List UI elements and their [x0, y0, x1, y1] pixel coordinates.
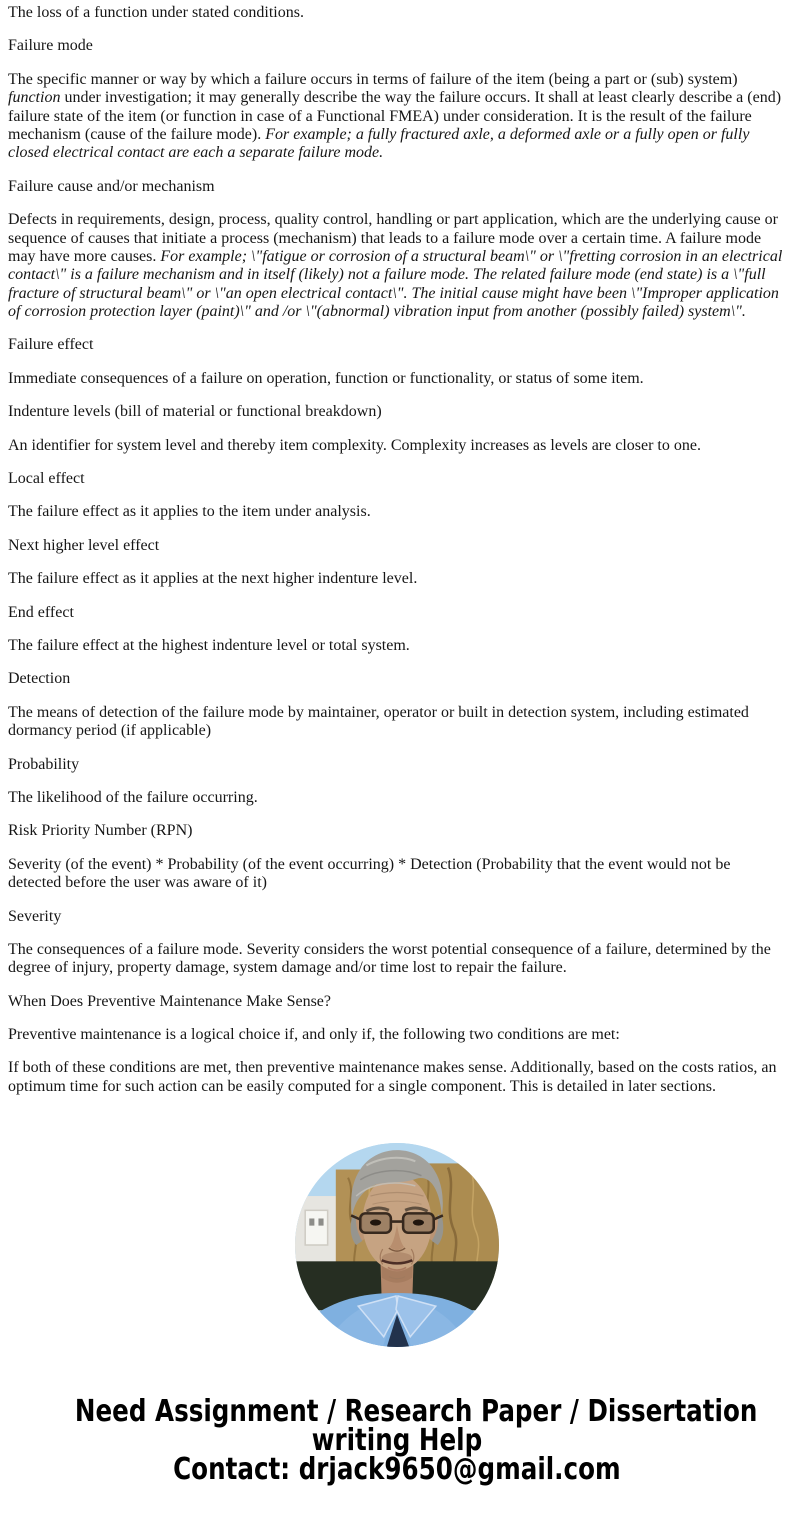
doc-paragraph: The failure effect at the highest indenture level or total system.: [8, 636, 410, 654]
portrait-illustration: [295, 1143, 499, 1347]
doc-heading-preventive-maintenance: When Does Preventive Maintenance Make Sense?: [8, 992, 331, 1010]
doc-paragraph: Preventive maintenance is a logical choice if, and only if, the following two conditions are met:: [8, 1026, 620, 1044]
profile-photo-container: [0, 1143, 794, 1347]
doc-term-detection: Detection: [8, 670, 71, 688]
text-segment: under investigation; it may generally describe the way the failure occurs. It shall at least clearly describe a (end) failure state of the item (or function in case of a Functional FMEA) under consideration. It is the result of the failure mechanism (cause of the failure mode).: [8, 89, 782, 143]
footer-line-2: [0, 1423, 794, 1459]
doc-paragraph: The failure effect as it applies at the next higher indenture level.: [8, 570, 418, 588]
doc-paragraph: The consequences of a failure mode. Severity considers the worst potential consequence of a failure, determined by the degree of injury, property damage, system damage and/or time lost to repair the failure.: [8, 940, 771, 977]
doc-term-local-effect: Local effect: [8, 470, 85, 488]
footer-contact-email-text: Contact: drjack9650@gmail.com: [173, 1452, 621, 1488]
doc-term-end-effect: End effect: [8, 603, 74, 621]
doc-term-failure-cause: Failure cause and/or mechanism: [8, 177, 215, 195]
text-segment: The specific manner or way by which a failure occurs in terms of failure of the item (being a part or (sub) system): [8, 70, 738, 88]
doc-paragraph: The failure effect as it applies to the item under analysis.: [8, 503, 371, 521]
doc-paragraph: The loss of a function under stated conditions.: [8, 4, 304, 21]
doc-term-indenture-levels: Indenture levels (bill of material or functional breakdown): [8, 403, 382, 421]
doc-term-next-higher-level-effect: Next higher level effect: [8, 536, 160, 554]
doc-term-probability: Probability: [8, 755, 80, 773]
text-segment-italic: function: [8, 89, 61, 107]
doc-term-failure-mode: Failure mode: [8, 37, 93, 55]
doc-term-failure-effect: Failure effect: [8, 336, 94, 354]
doc-term-rpn: Risk Priority Number (RPN): [8, 822, 193, 840]
doc-paragraph: Severity (of the event) * Probability (of the event occurring) * Detection (Probability that the event would not be detected before the user was aware of it): [8, 855, 731, 892]
footer-banner: [0, 1394, 794, 1488]
doc-paragraph: An identifier for system level and thereby item complexity. Complexity increases as levels are closer to one.: [8, 436, 701, 454]
footer-line-1-text: Need Assignment / Research Paper / Dissertation: [74, 1394, 758, 1430]
doc-paragraph: [8, 211, 786, 321]
footer-contact-email: [0, 1452, 794, 1488]
footer-line-2-text: writing Help: [311, 1423, 483, 1459]
doc-term-severity: Severity: [8, 907, 62, 925]
footer-line-1: [0, 1394, 794, 1430]
profile-photo: [295, 1143, 499, 1347]
doc-paragraph: The means of detection of the failure mode by maintainer, operator or built in detection system, including estimated dormancy period (if applicable): [8, 703, 749, 740]
doc-paragraph: The likelihood of the failure occurring.: [8, 788, 258, 806]
text-segment-italic: For example; a fully fractured axle, a deformed axle or a fully open or fully closed electrical contact are each a separate failure mode.: [8, 125, 750, 162]
doc-paragraph: [8, 71, 786, 163]
text-segment: Defects in requirements, design, process, quality control, handling or part application, which are the underlying cause or sequence of causes that initiate a process (mechanism) that leads to a failure mode over a certain time. A failure mode may have more causes.: [8, 211, 778, 265]
text-segment-italic: For example; \"fatigue or corrosion of a structural beam\" or \"fretting corrosion in an electrical contact\" is a failure mechanism and in itself (likely) not a failure mode. The related failure mode (end state) is a \"full fracture of structural beam\" or \"an open electrical contact\". The initial cause might have been \"Improper application of corrosion protection layer (paint)\" and /or \"(abnormal) vibration input from another (possibly failed) system\".: [8, 247, 783, 321]
doc-paragraph: Immediate consequences of a failure on operation, function or functionality, or status of some item.: [8, 369, 644, 387]
doc-paragraph: If both of these conditions are met, then preventive maintenance makes sense. Additionally, based on the costs ratios, an optimum time for such action can be easily computed for a single component. This is detailed in later sections.: [8, 1059, 777, 1095]
